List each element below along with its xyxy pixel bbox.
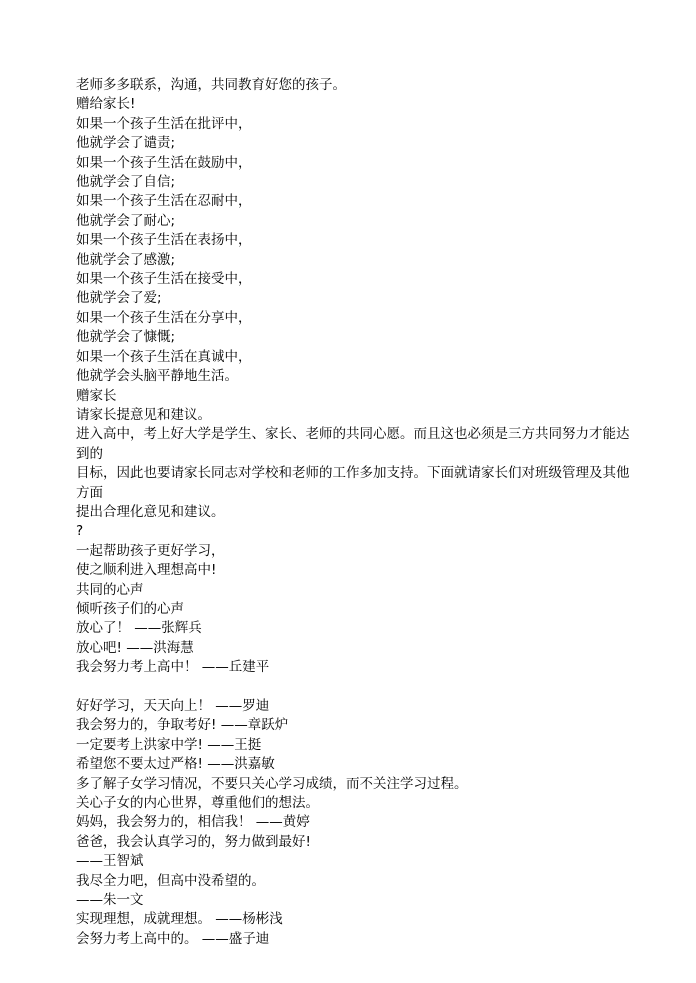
text-line: 我会努力考上高中！ ——丘建平 [76,659,270,676]
text-line: 他就学会了耐心; [76,212,176,229]
text-line: ——王智斌 [76,853,144,870]
text-line: 如果一个孩子生活在分享中， [76,309,252,326]
text-line: 实现理想，成就理想。 ——杨彬浅 [76,911,283,928]
text-line: 他就学会了自信; [76,174,176,191]
text-line: 提出合理化意见和建议。 [76,503,225,520]
text-line: 共同的心声 [76,581,144,598]
text-line: 请家长提意见和建议。 [76,406,211,423]
text-line: 他就学会了感激; [76,251,176,268]
text-line: 老师多多联系，沟通，共同教育好您的孩子。 [76,77,346,93]
text-line: 如果一个孩子生活在批评中， [76,115,252,132]
text-line: 目标，因此也要请家长同志对学校和老师的工作多加支持。下面就请家长们对班级管理及其他方面 [76,465,630,501]
text-line: 一起帮助孩子更好学习， [76,542,225,559]
text-line: 倾听孩子们的心声 [76,600,184,617]
text-line: 赠给家长! [76,96,136,113]
text-line: 赠家长 [76,387,117,404]
text-line: 他就学会头脑平静地生活。 [76,368,238,385]
text-line: 妈妈，我会努力的，相信我！ ——黄婷 [76,814,310,831]
text-line: 如果一个孩子生活在鼓励中， [76,154,252,171]
text-line: 进入高中，考上好大学是学生、家长、老师的共同心愿。而且这也必须是三方共同努力才能达到的 [76,426,630,462]
text-line: 他就学会了爱; [76,290,162,307]
text-line: 会努力考上高中的。 ——盛子迪 [76,930,270,947]
document-page [76,76,636,949]
text-line: ? [76,523,84,540]
text-line: ——朱一文 [76,892,144,909]
text-line: 希望您不要太过严格! ——洪嘉敏 [76,756,275,773]
text-line: 他就学会了慷慨; [76,329,176,346]
text-line: 如果一个孩子生活在忍耐中， [76,193,252,210]
text-line: 好好学习，天天向上！ ——罗迪 [76,697,270,714]
text-line: 关心子女的内心世界，尊重他们的想法。 [76,795,319,812]
text-line: 如果一个孩子生活在真诚中， [76,348,252,365]
text-line: 我会努力的，争取考好! ——章跃炉 [76,717,289,734]
text-line: 放心了！ ——张辉兵 [76,620,202,637]
text-line: 如果一个孩子生活在接受中， [76,271,252,288]
blank-line [76,678,636,697]
text-line: 我尽全力吧，但高中没希望的。 [76,872,265,889]
text-line: 多了解子女学习情况，不要只关心学习成绩，而不关注学习过程。 [76,775,468,792]
text-line: 爸爸，我会认真学习的，努力做到最好! [76,833,311,850]
text-line: 使之顺利进入理想高中! [76,562,217,579]
text-line: 放心吧! ——洪海慧 [76,639,194,656]
text-line: 一定要考上洪家中学! ——王挺 [76,736,262,753]
text-line: 他就学会了谴责; [76,135,176,152]
text-line: 如果一个孩子生活在表扬中， [76,232,252,249]
